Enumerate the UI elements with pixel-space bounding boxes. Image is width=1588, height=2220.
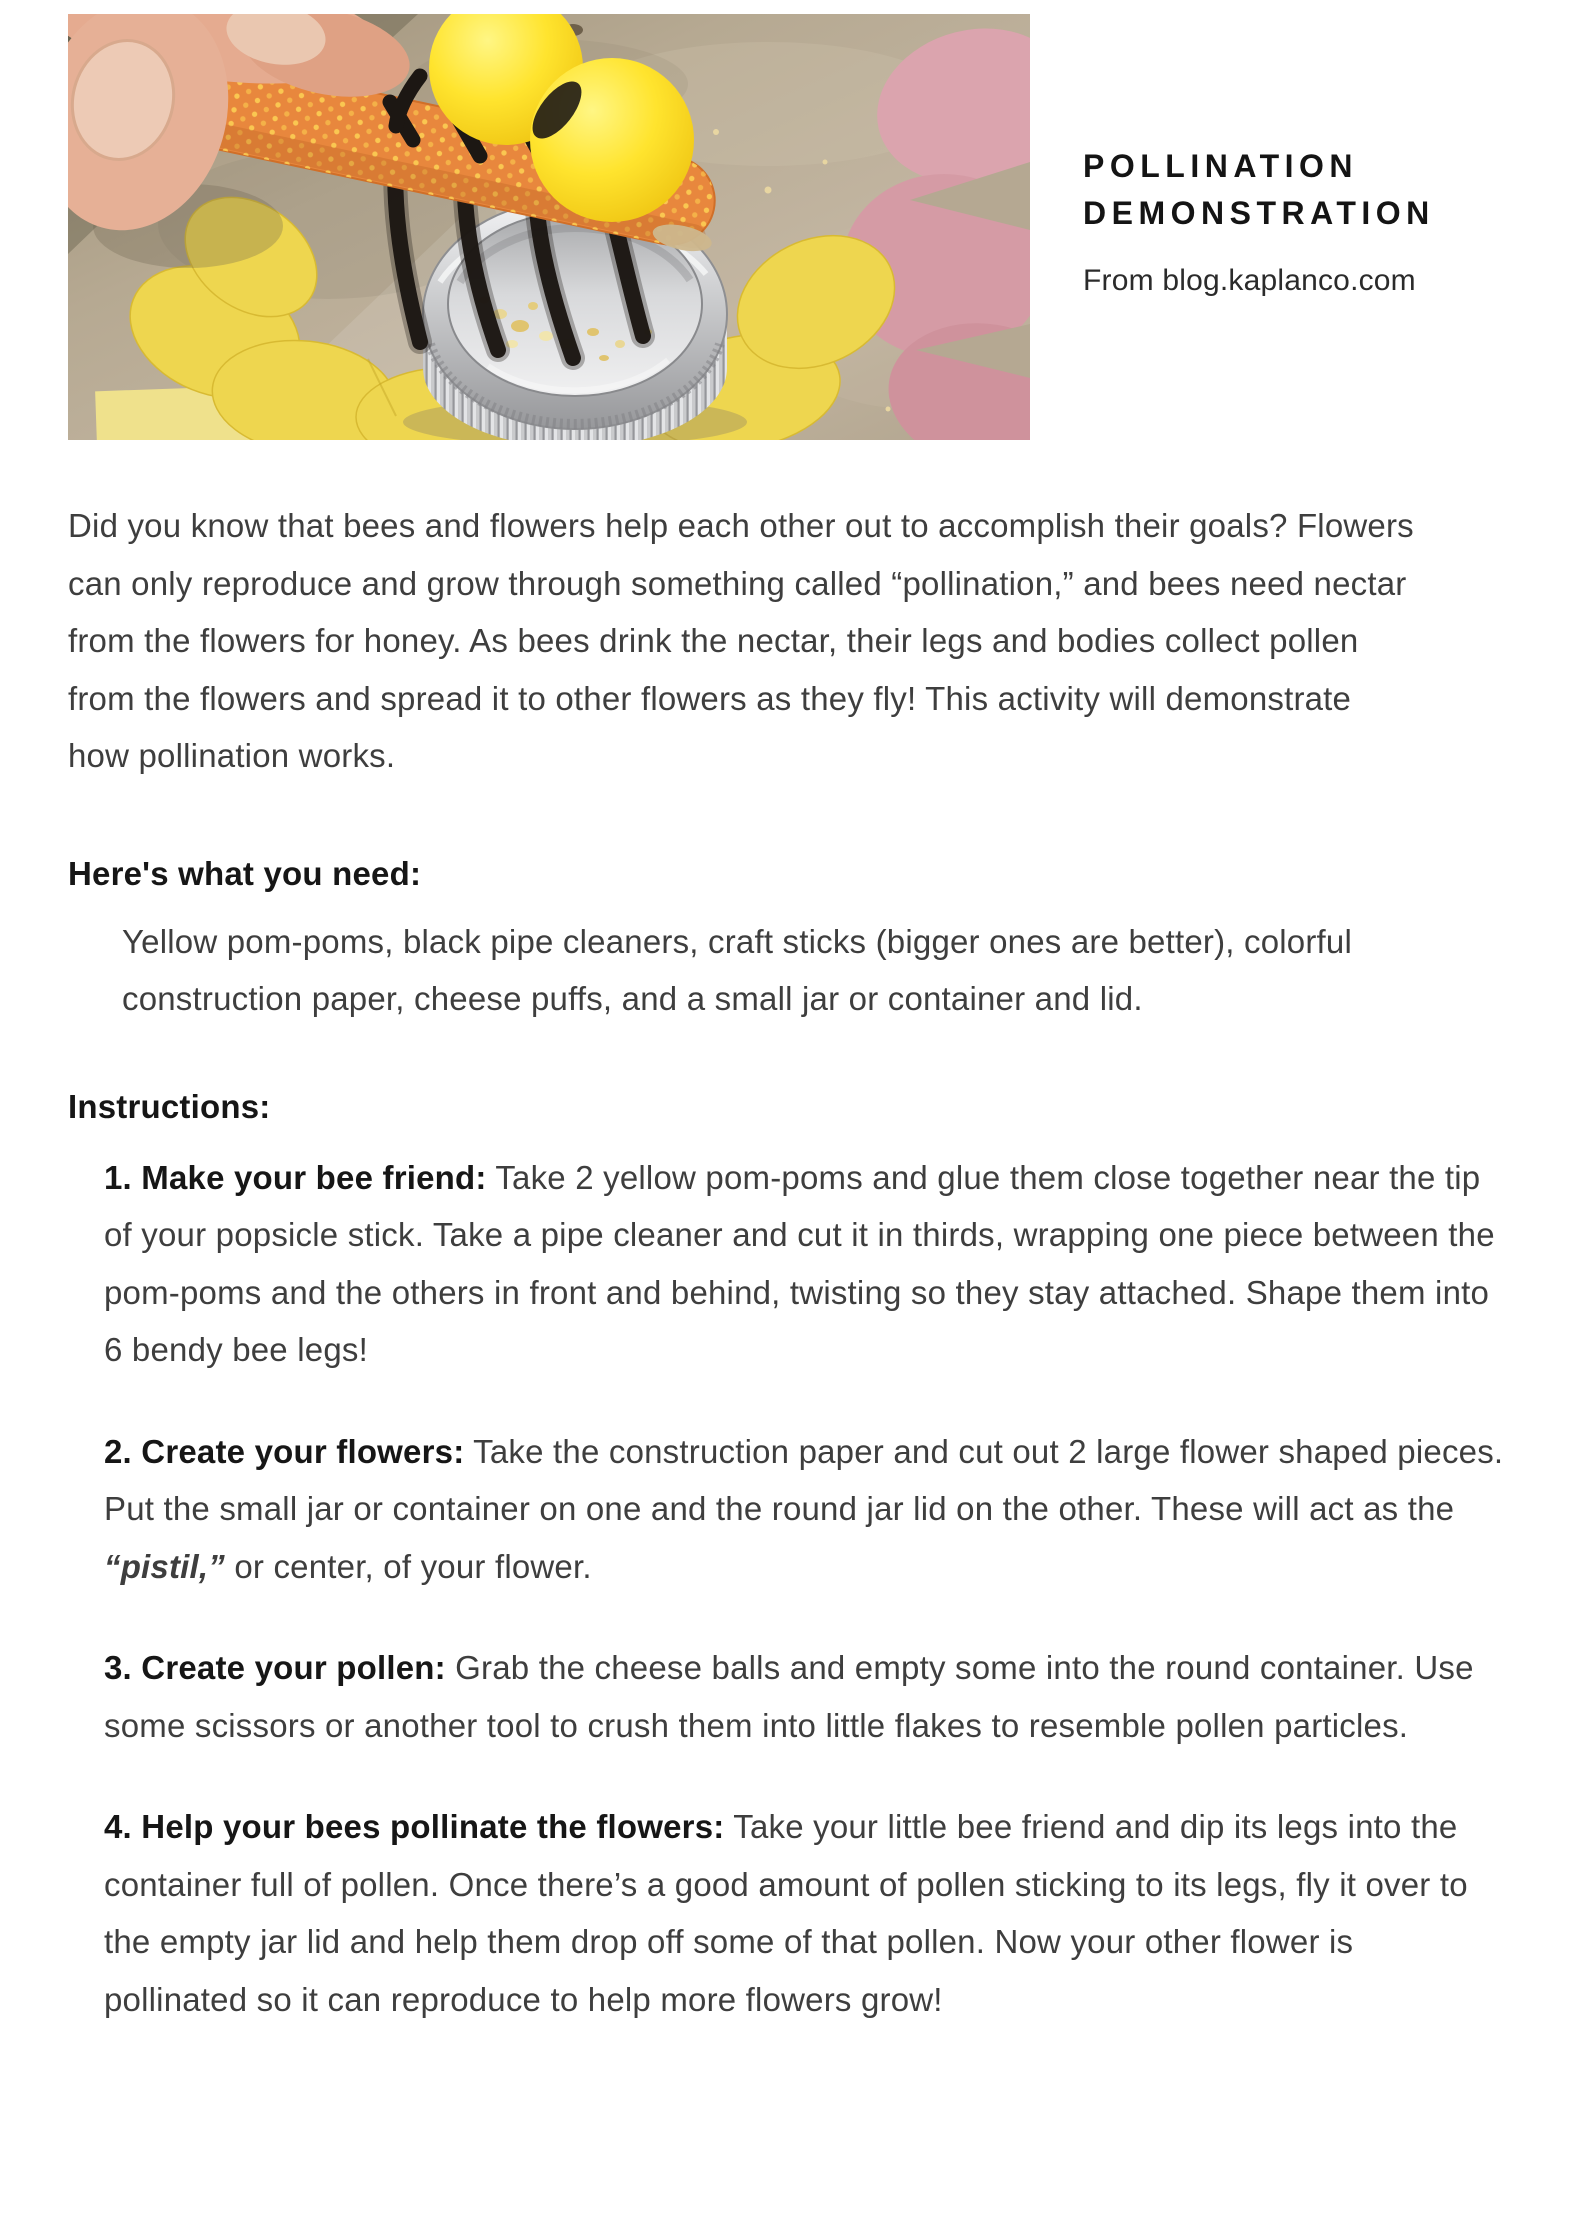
step-2-text: Take the construction paper and cut out 2 large flower shaped pieces. Put the small jar or container on one and the round jar lid on the other. These will act as the: [104, 1432, 1504, 1527]
materials-list: Yellow pom-poms, black pipe cleaners, craft sticks (bigger ones are better), colorful construction paper, cheese puffs, and a small jar or container and lid.: [122, 922, 1352, 1017]
instruction-step-4: [104, 1798, 1504, 2028]
page-title-line2: DEMONSTRATION: [1083, 195, 1435, 231]
instruction-step-3: [104, 1639, 1504, 1754]
step-4-label: 4. Help your bees pollinate the flowers:: [104, 1808, 725, 1845]
needs-heading: Here's what you need:: [68, 855, 422, 892]
instruction-step-1: [104, 1149, 1504, 1379]
step-4-text: Take your little bee friend and dip its legs into the container full of pollen. Once there’s a good amount of pollen sticking to its legs, fly it over to the empty jar lid and help them drop off some of that pollen. Now your other flower is pollinated so it can reproduce to help more flowers grow!: [104, 1808, 1468, 2018]
instruction-step-2: [104, 1423, 1504, 1596]
header-block: [1083, 143, 1435, 298]
step-2-emphasis: “pistil,”: [104, 1547, 225, 1585]
instructions-section: [68, 1078, 1528, 2028]
intro-paragraph: Did you know that bees and flowers help each other out to accomplish their goals? Flowers can only reproduce and grow through something called “pollination,” and bees need nectar from the flowers for honey. As bees drink the nectar, their legs and bodies collect pollen from the flowers and spread it to other flowers as they fly! This activity will demonstrate how pollination works.: [68, 507, 1414, 774]
hero-photo: [68, 14, 1030, 440]
step-1-text: Take 2 yellow pom-poms and glue them close together near the tip of your popsicle stick. Take a pipe cleaner and cut it in thirds, wrapping one piece between the pom-poms and the others in front and behind, twisting so they stay attached. Shape them into 6 bendy bee legs!: [104, 1158, 1495, 1368]
needs-section: [68, 845, 1508, 1028]
source-credit: From blog.kaplanco.com: [1083, 264, 1416, 297]
page-title-line1: POLLINATION: [1083, 148, 1358, 184]
hero-photo-graphic: [68, 14, 1030, 440]
step-2-text-after: or center, of your flower.: [224, 1547, 592, 1585]
step-3-text: Grab the cheese balls and empty some into the round container. Use some scissors or another tool to crush them into little flakes to resemble pollen particles.: [104, 1649, 1474, 1744]
instruction-steps: [68, 1149, 1528, 2029]
step-1-label: 1. Make your bee friend:: [104, 1158, 487, 1196]
step-3-label: 3. Create your pollen:: [104, 1649, 446, 1686]
step-2-label: 2. Create your flowers:: [104, 1432, 465, 1470]
instructions-heading: Instructions:: [68, 1088, 271, 1125]
